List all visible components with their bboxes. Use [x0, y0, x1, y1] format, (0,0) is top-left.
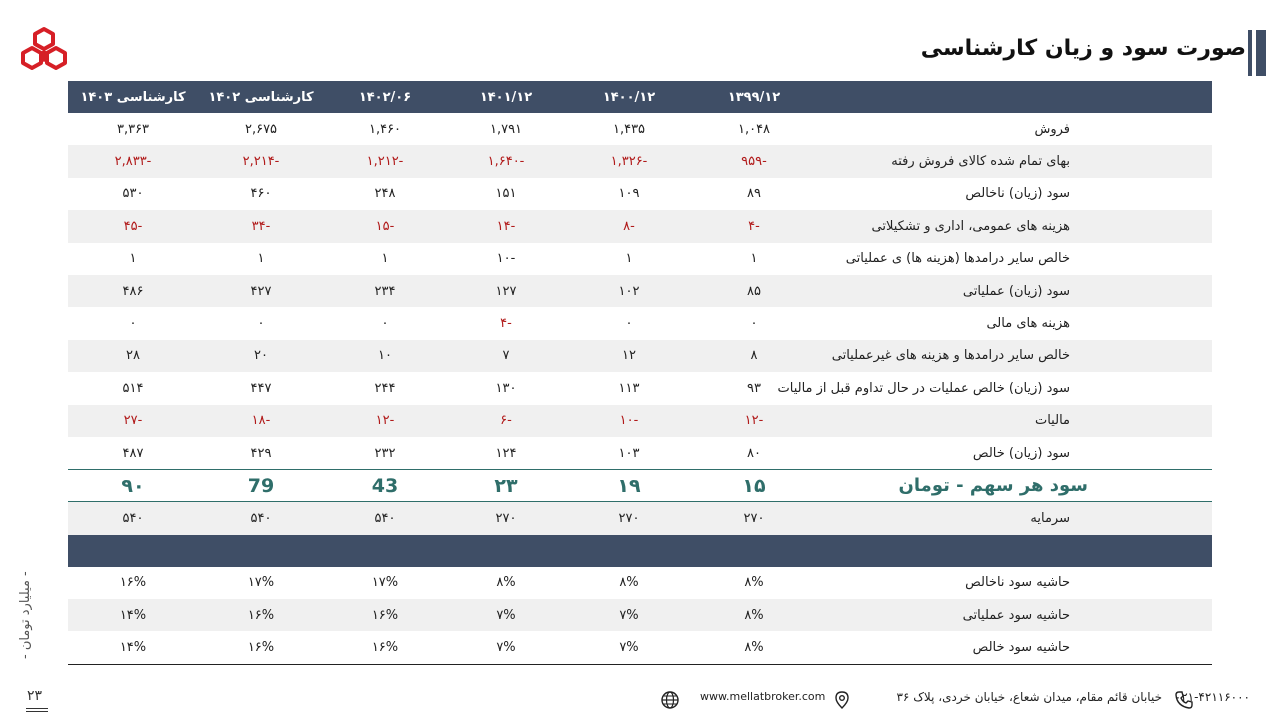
- table-row: [68, 340, 1212, 372]
- value-cell: ۱,۰۴۸: [737, 121, 771, 137]
- value-cell: ۱۷%: [247, 575, 275, 591]
- footer-address: خیابان قائم مقام، میدان شعاع، خیابان خردی، پلاک ۳۶: [896, 690, 1162, 704]
- value-cell: ۹۳: [747, 380, 761, 396]
- value-cell: ۱۵: [692, 470, 816, 502]
- page-number: ۲۳: [27, 688, 43, 704]
- value-cell: -۱,۳۲۶: [566, 145, 692, 177]
- section-divider-band: [68, 535, 1212, 567]
- capital-row: [68, 502, 1212, 535]
- column-header: ۱۴۰۰/۱۲: [566, 81, 692, 113]
- row-label: سود (زیان) ناخالص: [965, 186, 1070, 202]
- value-cell: ۸%: [692, 599, 816, 631]
- value-cell: ۸۵: [692, 275, 816, 307]
- value-cell: ۷: [446, 340, 566, 372]
- value-cell: ۲۰: [198, 340, 324, 372]
- table-row: [68, 437, 1212, 470]
- value-cell: ۲۷۰: [566, 502, 692, 535]
- column-header: ۱۳۹۹/۱۲: [692, 81, 816, 113]
- value-cell: ۱,۴۳۵: [612, 121, 646, 137]
- value-cell: ۱۵۱: [495, 186, 517, 202]
- value-cell: ۷%: [566, 631, 692, 664]
- column-header: ۱۴۰۱/۱۲: [446, 81, 566, 113]
- value-cell: ۱۶%: [198, 631, 324, 664]
- value-cell: ۱: [129, 251, 137, 267]
- globe-icon: [660, 690, 680, 710]
- footer-phone: ۰۲۱-۴۲۱۱۶۰۰۰: [1174, 690, 1250, 704]
- value-cell: 43: [324, 470, 446, 502]
- value-cell: ۴۴۷: [250, 380, 272, 396]
- table-row: [68, 307, 1212, 339]
- value-cell: -۴: [692, 210, 816, 242]
- row-label: هزینه های مالی: [986, 316, 1070, 332]
- value-cell: ۱۶%: [324, 599, 446, 631]
- value-cell: ۱۲۷: [446, 275, 566, 307]
- value-cell: ۰: [750, 316, 758, 332]
- value-cell: ۱۹: [566, 470, 692, 502]
- value-cell: -۴۵: [68, 210, 198, 242]
- value-cell: ۸%: [619, 575, 639, 591]
- value-cell: ۰: [129, 316, 137, 332]
- value-cell: ۷%: [566, 599, 692, 631]
- table-header-row: [68, 81, 1212, 113]
- value-cell: -۳۴: [198, 210, 324, 242]
- value-cell: -۱,۲۱۲: [324, 145, 446, 177]
- value-cell: ۱۲۴: [495, 445, 517, 461]
- page-number-underline: [26, 711, 48, 712]
- value-cell: ۸۹: [747, 186, 761, 202]
- value-cell: ۱,۴۶۰: [368, 121, 402, 137]
- value-cell: ۲۷۰: [692, 502, 816, 535]
- value-cell: ۲۴۸: [374, 186, 396, 202]
- value-cell: -۶: [446, 405, 566, 437]
- value-cell: ۷%: [446, 599, 566, 631]
- income-statement-table: [68, 81, 1212, 665]
- value-cell: ۲۷۰: [446, 502, 566, 535]
- table-row: [68, 113, 1212, 145]
- row-label: بهای تمام شده کالای فروش رفته: [816, 145, 1212, 177]
- row-label: خالص سایر درامدها و هزینه های غیرعملیاتی: [816, 340, 1212, 372]
- value-cell: ۱۰۳: [618, 445, 640, 461]
- value-cell: ۸%: [692, 631, 816, 664]
- page-number-underline: [26, 708, 48, 709]
- row-label: هزینه های عمومی، اداری و تشکیلاتی: [816, 210, 1212, 242]
- value-cell: ۵۴۰: [324, 502, 446, 535]
- table-row: [68, 275, 1212, 307]
- value-cell: -۱۲: [692, 405, 816, 437]
- value-cell: ۸۰: [747, 445, 761, 461]
- value-cell: ۱۰۹: [618, 186, 640, 202]
- value-cell: -۹۵۹: [692, 145, 816, 177]
- value-cell: ۲۳۲: [374, 445, 396, 461]
- divider-cell: [68, 535, 1212, 567]
- table-row: [68, 372, 1212, 404]
- value-cell: -۱۸: [198, 405, 324, 437]
- value-cell: -۱۲: [324, 405, 446, 437]
- value-cell: ۲۴۴: [374, 380, 396, 396]
- value-cell: -۸: [566, 210, 692, 242]
- value-cell: ۱: [625, 251, 633, 267]
- column-header: کارشناسی ۱۴۰۳: [68, 81, 198, 113]
- value-cell: ۱۰۲: [566, 275, 692, 307]
- value-cell: ۱,۷۹۱: [489, 121, 523, 137]
- value-cell: ۸%: [744, 575, 764, 591]
- row-label: حاشیه سود ناخالص: [965, 575, 1070, 591]
- column-header: کارشناسی ۱۴۰۲: [198, 81, 324, 113]
- row-label: سرمایه: [816, 502, 1212, 535]
- value-cell: ۴۲۷: [198, 275, 324, 307]
- row-label: سود (زیان) خالص: [972, 445, 1070, 461]
- value-cell: ۵۱۴: [122, 380, 144, 396]
- value-cell: ۱۶%: [324, 631, 446, 664]
- value-cell: ۱۴%: [68, 631, 198, 664]
- value-cell: -۲,۸۳۳: [68, 145, 198, 177]
- value-cell: ۱۰: [324, 340, 446, 372]
- table-row: [68, 145, 1212, 177]
- value-cell: ۲,۶۷۵: [244, 121, 278, 137]
- value-cell: ۱۶%: [198, 599, 324, 631]
- value-cell: ۵۴۰: [198, 502, 324, 535]
- unit-label: - میلیارد تومان -: [18, 571, 33, 659]
- value-cell: ۹۰: [68, 470, 198, 502]
- table-row: [68, 178, 1212, 210]
- value-cell: -۴: [500, 316, 512, 332]
- value-cell: ۱۱۳: [618, 380, 640, 396]
- value-cell: ۱۶%: [119, 575, 147, 591]
- header-label-cell: [816, 81, 1212, 113]
- value-cell: ۱: [750, 251, 758, 267]
- value-cell: ۲۳۴: [324, 275, 446, 307]
- value-cell: ۰: [625, 316, 633, 332]
- value-cell: -۲۷: [68, 405, 198, 437]
- value-cell: ۳,۳۶۳: [116, 121, 150, 137]
- title-accent-bar: [1256, 30, 1266, 76]
- margin-row: [68, 567, 1212, 599]
- value-cell: ۱۲: [566, 340, 692, 372]
- row-label: حاشیه سود عملیاتی: [816, 599, 1212, 631]
- table-row: [68, 405, 1212, 437]
- row-label: سود هر سهم - تومان: [816, 470, 1212, 502]
- value-cell: ۴۲۹: [250, 445, 272, 461]
- value-cell: -۱۵: [324, 210, 446, 242]
- location-icon: [832, 690, 852, 710]
- margin-row: [68, 631, 1212, 664]
- page-title: صورت سود و زیان کارشناسی: [920, 36, 1246, 61]
- value-cell: ۲۳: [446, 470, 566, 502]
- row-label: مالیات: [816, 405, 1212, 437]
- row-label: سود (زیان) خالص عملیات در حال تداوم قبل از مالیات: [777, 380, 1070, 396]
- value-cell: ۰: [257, 316, 265, 332]
- value-cell: -۱۰: [496, 251, 516, 267]
- value-cell: ۵۴۰: [68, 502, 198, 535]
- value-cell: ۴۶۰: [250, 186, 272, 202]
- value-cell: ۱۳۰: [495, 380, 517, 396]
- value-cell: ۱: [381, 251, 389, 267]
- value-cell: ۱۷%: [371, 575, 399, 591]
- eps-row: [68, 470, 1212, 502]
- value-cell: -۱۴: [446, 210, 566, 242]
- value-cell: -۱۰: [566, 405, 692, 437]
- row-label: سود (زیان) عملیاتی: [816, 275, 1212, 307]
- value-cell: -۱,۶۴۰: [446, 145, 566, 177]
- row-label: خالص سایر درامدها (هزینه ها) ی عملیاتی: [845, 251, 1070, 267]
- value-cell: ۷%: [446, 631, 566, 664]
- company-logo-icon: [20, 26, 68, 76]
- table-row: [68, 210, 1212, 242]
- table-row: [68, 243, 1212, 275]
- value-cell: ۱: [257, 251, 265, 267]
- value-cell: ۰: [381, 316, 389, 332]
- value-cell: ۲۸: [68, 340, 198, 372]
- value-cell: ۸%: [496, 575, 516, 591]
- value-cell: ۸: [692, 340, 816, 372]
- column-header: ۱۴۰۲/۰۶: [324, 81, 446, 113]
- value-cell: 79: [198, 470, 324, 502]
- footer-website[interactable]: www.mellatbroker.com: [700, 690, 826, 703]
- value-cell: ۴۸۶: [68, 275, 198, 307]
- row-label: حاشیه سود خالص: [816, 631, 1212, 664]
- value-cell: ۵۳۰: [122, 186, 144, 202]
- value-cell: ۱۴%: [68, 599, 198, 631]
- value-cell: ۴۸۷: [122, 445, 144, 461]
- value-cell: -۲,۲۱۴: [198, 145, 324, 177]
- row-label: فروش: [1034, 121, 1070, 137]
- margin-row: [68, 599, 1212, 631]
- title-accent-bar-inner: [1248, 30, 1252, 76]
